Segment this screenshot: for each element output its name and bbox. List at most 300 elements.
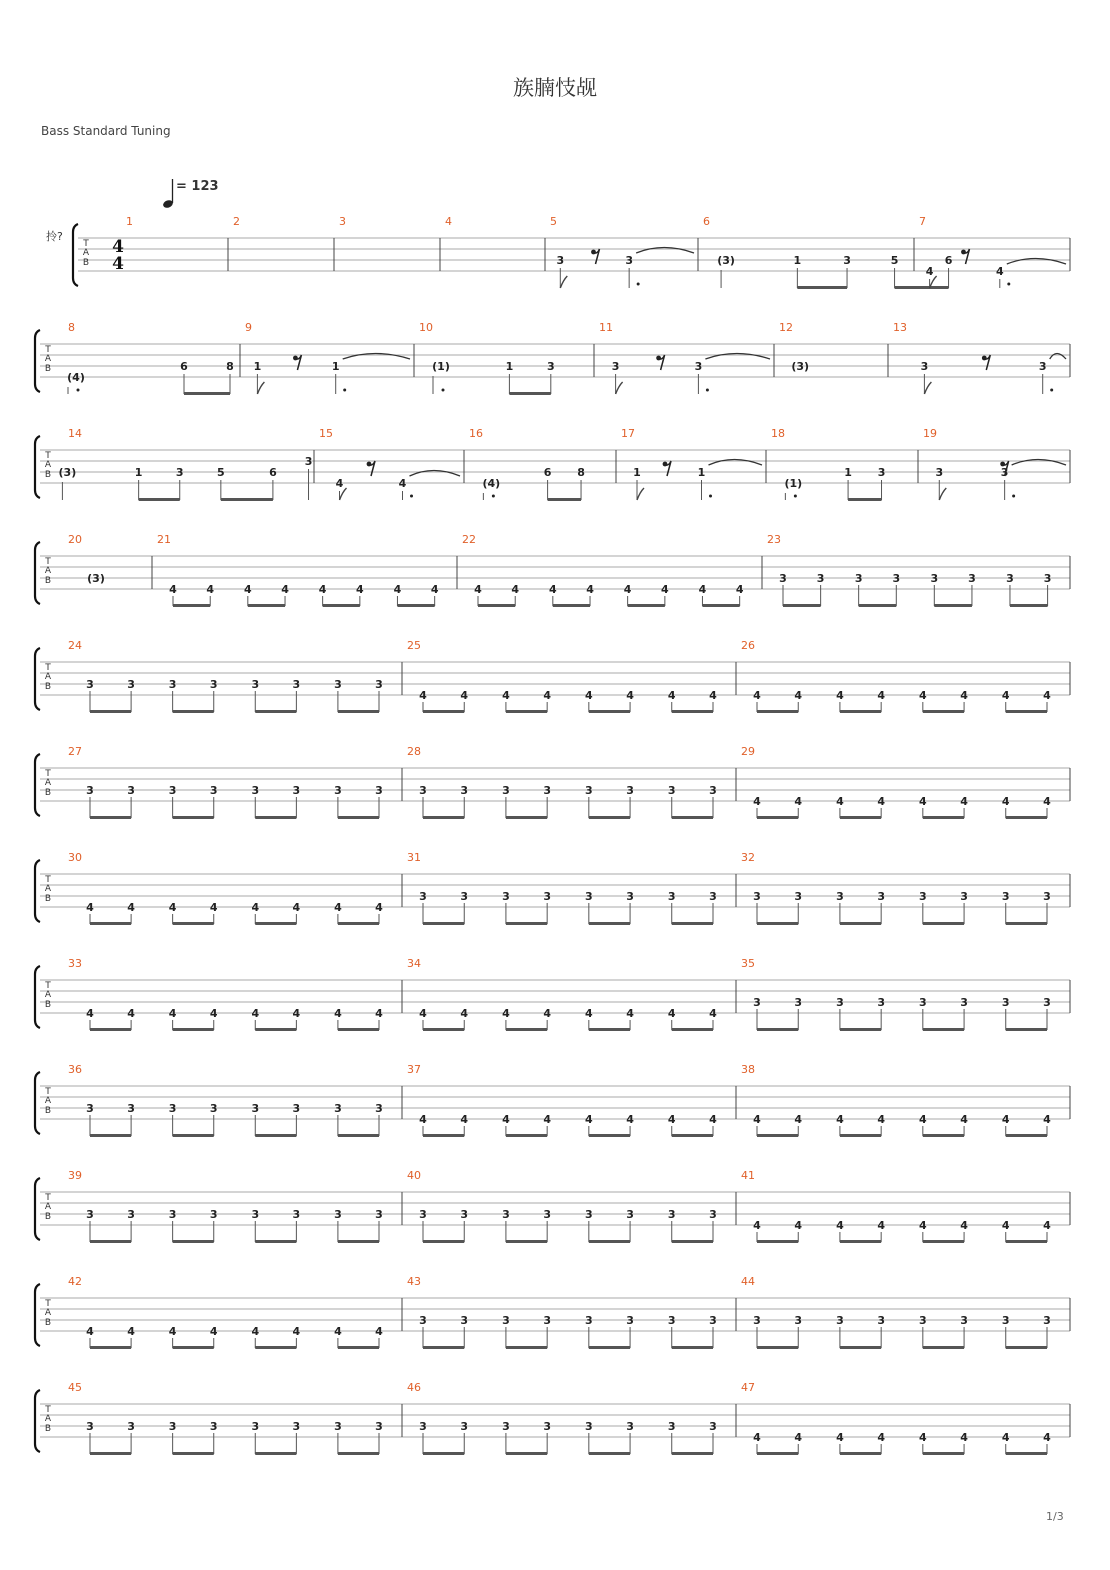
note-beam xyxy=(173,922,214,925)
fret-number: 3 xyxy=(918,890,927,903)
fret-number: 4 xyxy=(1001,689,1010,702)
fret-number: 1 xyxy=(793,254,802,267)
fret-number: 3 xyxy=(168,1102,177,1115)
fret-number: 3 xyxy=(209,1420,218,1433)
fret-number: 1 xyxy=(844,466,852,479)
fret-number: 1 xyxy=(331,360,340,373)
fret-number: 3 xyxy=(460,890,469,903)
tab-clef-a: A xyxy=(44,1096,52,1106)
measure-number: 38 xyxy=(741,1063,755,1076)
note-beam xyxy=(506,922,547,925)
note-beam xyxy=(423,1028,464,1031)
note-beam xyxy=(173,816,214,819)
fret-number: 3 xyxy=(930,572,939,585)
measure-number: 21 xyxy=(157,533,171,546)
measure-number: 35 xyxy=(741,957,755,970)
fret-number: 3 xyxy=(877,1314,885,1327)
fret-number: 3 xyxy=(794,996,803,1009)
measure-number: 12 xyxy=(779,321,793,334)
fret-number: 4 xyxy=(709,1007,717,1020)
fret-number: 3 xyxy=(251,678,260,691)
fret-number: 4 xyxy=(375,1007,383,1020)
tab-clef-t: T xyxy=(45,1087,51,1097)
fret-number: 3 xyxy=(1000,466,1009,479)
fret-number: 3 xyxy=(1038,360,1047,373)
tab-clef-a: A xyxy=(44,990,52,1000)
note-beam xyxy=(90,816,131,819)
dot xyxy=(1050,389,1053,392)
fret-number: 3 xyxy=(292,1102,301,1115)
fret-number: 4 xyxy=(626,1113,634,1126)
note-beam xyxy=(672,710,713,713)
fret-number: 3 xyxy=(1001,890,1010,903)
fret-number: 4 xyxy=(543,689,551,702)
eighth-rest-icon xyxy=(656,355,664,370)
fret-number: 3 xyxy=(502,784,510,797)
fret-number: 3 xyxy=(794,890,803,903)
eighth-rest-icon xyxy=(663,461,671,476)
fret-number: 4 xyxy=(918,689,927,702)
fret-number: 4 xyxy=(667,1007,676,1020)
note-beam xyxy=(589,1028,630,1031)
tab-clef-t: T xyxy=(45,345,51,355)
fret-number: 3 xyxy=(209,678,218,691)
note-beam xyxy=(90,1028,131,1031)
note-beam xyxy=(338,922,379,925)
fret-number: 4 xyxy=(502,689,510,702)
tuning-label: Bass Standard Tuning xyxy=(41,124,171,138)
tab-clef-t: T xyxy=(45,875,51,885)
tab-clef-b: B xyxy=(44,576,52,586)
note-beam xyxy=(757,816,798,819)
note-beam xyxy=(506,1028,547,1031)
fret-number: 4 xyxy=(209,1325,218,1338)
fret-number: 3 xyxy=(836,1314,844,1327)
fret-number: 4 xyxy=(794,1431,803,1444)
fret-number: 4 xyxy=(419,1113,427,1126)
fret-number: 4 xyxy=(960,1431,968,1444)
fret-number: 3 xyxy=(127,678,135,691)
fret-number: 4 xyxy=(398,477,407,490)
note-flag xyxy=(560,276,567,288)
fret-number: 4 xyxy=(460,1113,469,1126)
fret-number: 3 xyxy=(918,1314,927,1327)
fret-number: 4 xyxy=(709,689,717,702)
fret-number: 3 xyxy=(86,784,94,797)
system-bracket xyxy=(35,436,40,498)
system-bracket xyxy=(35,330,40,392)
note-beam xyxy=(589,1346,630,1349)
system-bracket xyxy=(73,224,78,286)
note-beam xyxy=(338,1134,379,1137)
fret-number: 3 xyxy=(667,890,676,903)
note-beam xyxy=(255,922,296,925)
fret-number: 3 xyxy=(292,1208,301,1221)
fret-number: 1 xyxy=(697,466,706,479)
fret-number: 3 xyxy=(543,890,551,903)
tab-clef-b: B xyxy=(44,788,52,798)
system-bracket xyxy=(35,1072,40,1134)
note-beam xyxy=(797,286,847,289)
tab-system xyxy=(35,1063,1070,1137)
fret-number: 4 xyxy=(169,583,177,596)
note-beam xyxy=(397,604,434,607)
fret-number: 3 xyxy=(419,890,427,903)
tab-system xyxy=(35,1169,1070,1243)
tab-clef-t: T xyxy=(45,769,51,779)
tab-clef-t: T xyxy=(45,557,51,567)
note-beam xyxy=(90,710,131,713)
tab-clef-b: B xyxy=(44,1106,52,1116)
measure-number: 16 xyxy=(469,427,483,440)
note-beam xyxy=(589,1452,630,1455)
tie-arc xyxy=(1050,354,1066,360)
fret-number: 4 xyxy=(209,1007,218,1020)
fret-number: 3 xyxy=(127,1102,135,1115)
fret-number: 3 xyxy=(836,890,844,903)
fret-number: 4 xyxy=(1043,1431,1051,1444)
fret-number: 4 xyxy=(243,583,252,596)
tab-system xyxy=(35,745,1070,819)
fret-number: 3 xyxy=(918,996,927,1009)
dot xyxy=(410,495,413,498)
fret-number: 4 xyxy=(960,795,968,808)
note-beam xyxy=(423,1134,464,1137)
note-beam xyxy=(672,1346,713,1349)
fret-number: 8 xyxy=(577,466,585,479)
note-beam xyxy=(173,1240,214,1243)
fret-number: 3 xyxy=(694,360,703,373)
measure-number: 4 xyxy=(445,215,452,228)
note-beam xyxy=(184,392,230,395)
tab-system xyxy=(35,1275,1070,1349)
fret-number: 4 xyxy=(918,1431,927,1444)
note-beam xyxy=(506,710,547,713)
fret-number: (4) xyxy=(67,371,85,384)
measure-number: 24 xyxy=(68,639,82,652)
fret-number: 3 xyxy=(920,360,929,373)
tie-arc xyxy=(1012,460,1066,466)
note-beam xyxy=(840,816,881,819)
fret-number: 3 xyxy=(375,1208,383,1221)
note-beam xyxy=(90,1452,131,1455)
fret-number: 4 xyxy=(925,265,934,278)
fret-number: (3) xyxy=(58,466,77,479)
fret-number: 4 xyxy=(995,265,1004,278)
fret-number: 3 xyxy=(502,1208,510,1221)
fret-number: 4 xyxy=(877,1219,885,1232)
fret-number: 3 xyxy=(556,254,565,267)
note-beam xyxy=(589,922,630,925)
fret-number: 3 xyxy=(168,784,177,797)
fret-number: 3 xyxy=(709,1208,717,1221)
fret-number: 3 xyxy=(502,890,510,903)
fret-number: 3 xyxy=(546,360,555,373)
fret-number: 4 xyxy=(1043,1219,1051,1232)
note-beam xyxy=(783,604,821,607)
tab-clef-a: A xyxy=(44,460,52,470)
note-beam xyxy=(90,922,131,925)
measure-number: 25 xyxy=(407,639,421,652)
measure-number: 11 xyxy=(599,321,613,334)
fret-number: 4 xyxy=(836,1219,844,1232)
fret-number: 3 xyxy=(843,254,851,267)
note-beam xyxy=(221,498,273,501)
fret-number: 3 xyxy=(709,784,717,797)
note-beam xyxy=(548,498,581,501)
fret-number: 3 xyxy=(334,784,342,797)
note-beam xyxy=(173,710,214,713)
measure-number: 45 xyxy=(68,1381,82,1394)
fret-number: 3 xyxy=(1001,1314,1010,1327)
measure-number: 7 xyxy=(919,215,926,228)
fret-number: 3 xyxy=(419,1208,427,1221)
fret-number: 3 xyxy=(460,1208,469,1221)
tab-system xyxy=(35,957,1070,1031)
note-beam xyxy=(255,1240,296,1243)
measure-number: 29 xyxy=(741,745,755,758)
note-beam xyxy=(934,604,972,607)
fret-number: 3 xyxy=(460,1420,469,1433)
note-beam xyxy=(1010,604,1048,607)
measure-number: 18 xyxy=(771,427,785,440)
tab-clef-t: T xyxy=(45,451,51,461)
fret-number: 3 xyxy=(816,572,825,585)
tab-clef-a: A xyxy=(44,1414,52,1424)
note-beam xyxy=(848,498,881,501)
fret-number: 3 xyxy=(209,1208,218,1221)
note-beam xyxy=(1006,1240,1047,1243)
fret-number: 4 xyxy=(1043,689,1051,702)
note-beam xyxy=(589,1240,630,1243)
fret-number: 4 xyxy=(753,795,761,808)
fret-number: 3 xyxy=(334,1102,342,1115)
fret-number: 3 xyxy=(251,1208,260,1221)
fret-number: 3 xyxy=(584,784,593,797)
tab-clef-b: B xyxy=(44,1424,52,1434)
fret-number: 4 xyxy=(86,1007,94,1020)
fret-number: 3 xyxy=(168,1208,177,1221)
fret-number: 3 xyxy=(584,1208,593,1221)
note-flag xyxy=(939,488,946,500)
note-beam xyxy=(672,922,713,925)
tab-system xyxy=(35,427,1070,501)
fret-number: 4 xyxy=(209,901,218,914)
fret-number: 4 xyxy=(335,477,344,490)
fret-number: 4 xyxy=(626,1007,634,1020)
note-beam xyxy=(859,604,897,607)
note-beam xyxy=(840,710,881,713)
time-signature-bottom: 4 xyxy=(112,254,124,274)
measure-number: 47 xyxy=(741,1381,755,1394)
fret-number: 3 xyxy=(502,1314,510,1327)
fret-number: 4 xyxy=(419,1007,427,1020)
fret-number: 4 xyxy=(168,1007,177,1020)
tab-system xyxy=(35,1381,1070,1455)
tab-system xyxy=(35,851,1070,925)
measure-number: 40 xyxy=(407,1169,421,1182)
dot xyxy=(637,283,640,286)
eighth-rest-icon xyxy=(293,355,301,370)
fret-number: 3 xyxy=(543,1314,551,1327)
note-beam xyxy=(338,1452,379,1455)
fret-number: 4 xyxy=(334,901,342,914)
fret-number: 4 xyxy=(1043,1113,1051,1126)
fret-number: 4 xyxy=(375,1325,383,1338)
measure-number: 19 xyxy=(923,427,937,440)
measure-number: 39 xyxy=(68,1169,82,1182)
fret-number: 4 xyxy=(877,1113,885,1126)
note-flag xyxy=(616,382,623,394)
measure-number: 1 xyxy=(126,215,133,228)
fret-number: (3) xyxy=(717,254,735,267)
fret-number: 4 xyxy=(960,689,968,702)
tab-clef-a: A xyxy=(44,1308,52,1318)
note-flag xyxy=(924,382,931,394)
fret-number: 3 xyxy=(667,1208,676,1221)
fret-number: 3 xyxy=(877,890,885,903)
fret-number: 3 xyxy=(375,678,383,691)
dot xyxy=(706,389,709,392)
tie-arc xyxy=(636,248,694,254)
fret-number: 4 xyxy=(877,795,885,808)
fret-number: 4 xyxy=(753,1431,761,1444)
fret-number: 3 xyxy=(611,360,620,373)
fret-number: 3 xyxy=(584,890,593,903)
measure-number: 44 xyxy=(741,1275,755,1288)
fret-number: 4 xyxy=(1043,795,1051,808)
note-beam xyxy=(589,710,630,713)
fret-number: 3 xyxy=(626,890,634,903)
fret-number: 3 xyxy=(709,1314,717,1327)
note-beam xyxy=(255,1134,296,1137)
tab-clef-b: B xyxy=(44,470,52,480)
fret-number: 4 xyxy=(918,1113,927,1126)
fret-number: 3 xyxy=(251,1102,260,1115)
fret-number: 4 xyxy=(918,1219,927,1232)
fret-number: 4 xyxy=(430,583,439,596)
fret-number: 3 xyxy=(960,1314,968,1327)
note-beam xyxy=(509,392,550,395)
tab-clef-t: T xyxy=(45,1299,51,1309)
fret-number: 5 xyxy=(217,466,225,479)
fret-number: 4 xyxy=(836,1113,844,1126)
measure-number: 13 xyxy=(893,321,907,334)
note-beam xyxy=(840,1240,881,1243)
tab-clef-b: B xyxy=(82,258,90,268)
system-bracket xyxy=(35,1284,40,1346)
fret-number: 4 xyxy=(753,1219,761,1232)
measure-number: 10 xyxy=(419,321,433,334)
fret-number: 3 xyxy=(1043,890,1051,903)
fret-number: 4 xyxy=(667,689,676,702)
system-bracket xyxy=(35,860,40,922)
note-beam xyxy=(672,1452,713,1455)
note-beam xyxy=(338,816,379,819)
fret-number: (4) xyxy=(482,477,501,490)
note-beam xyxy=(923,710,964,713)
fret-number: 3 xyxy=(86,1208,94,1221)
note-beam xyxy=(1006,1028,1047,1031)
fret-number: 3 xyxy=(419,784,427,797)
fret-number: 6 xyxy=(269,466,277,479)
time-signature-top: 4 xyxy=(112,237,124,257)
note-beam xyxy=(589,816,630,819)
fret-number: 3 xyxy=(1043,996,1051,1009)
fret-number: 4 xyxy=(127,1007,135,1020)
tab-clef-b: B xyxy=(44,894,52,904)
note-beam xyxy=(1006,710,1047,713)
fret-number: 4 xyxy=(586,583,594,596)
fret-number: 3 xyxy=(584,1314,593,1327)
fret-number: 3 xyxy=(543,1208,551,1221)
note-beam xyxy=(1006,816,1047,819)
fret-number: 4 xyxy=(1001,1113,1010,1126)
fret-number: 3 xyxy=(935,466,944,479)
note-beam xyxy=(840,1452,881,1455)
note-beam xyxy=(423,922,464,925)
fret-number: 4 xyxy=(877,689,885,702)
eighth-rest-icon xyxy=(591,249,599,264)
note-beam xyxy=(628,604,665,607)
fret-number: 3 xyxy=(334,678,342,691)
fret-number: 3 xyxy=(209,1102,218,1115)
note-beam xyxy=(506,816,547,819)
note-beam xyxy=(553,604,590,607)
fret-number: 4 xyxy=(735,583,744,596)
measure-number: 14 xyxy=(68,427,82,440)
fret-number: 4 xyxy=(168,901,177,914)
fret-number: 1 xyxy=(505,360,514,373)
note-beam xyxy=(1006,922,1047,925)
note-beam xyxy=(923,1346,964,1349)
measure-number: 33 xyxy=(68,957,82,970)
note-beam xyxy=(757,1346,798,1349)
note-flag xyxy=(637,488,644,500)
fret-number: 3 xyxy=(375,784,383,797)
measure-number: 9 xyxy=(245,321,252,334)
fret-number: 8 xyxy=(226,360,234,373)
fret-number: 3 xyxy=(625,254,633,267)
note-beam xyxy=(255,710,296,713)
fret-number: 3 xyxy=(836,996,844,1009)
fret-number: 4 xyxy=(356,583,364,596)
tab-clef-t: T xyxy=(45,981,51,991)
tab-clef-b: B xyxy=(44,364,52,374)
song-title: 族腩忮觇 xyxy=(513,76,597,100)
tie-arc xyxy=(709,460,763,466)
fret-number: 3 xyxy=(502,1420,510,1433)
system-bracket xyxy=(35,542,40,604)
system-bracket xyxy=(35,1390,40,1452)
fret-number: 4 xyxy=(1001,1219,1010,1232)
fret-number: 3 xyxy=(960,890,968,903)
note-beam xyxy=(757,1240,798,1243)
dot xyxy=(1012,495,1015,498)
fret-number: 3 xyxy=(209,784,218,797)
note-beam xyxy=(423,1346,464,1349)
measure-number: 34 xyxy=(407,957,421,970)
fret-number: 4 xyxy=(836,689,844,702)
fret-number: 4 xyxy=(502,1113,510,1126)
fret-number: 4 xyxy=(375,901,383,914)
fret-number: 3 xyxy=(753,890,761,903)
note-beam xyxy=(923,816,964,819)
track-name: 拎? xyxy=(46,230,63,243)
note-beam xyxy=(895,286,949,289)
fret-number: 4 xyxy=(753,1113,761,1126)
note-beam xyxy=(173,1028,214,1031)
